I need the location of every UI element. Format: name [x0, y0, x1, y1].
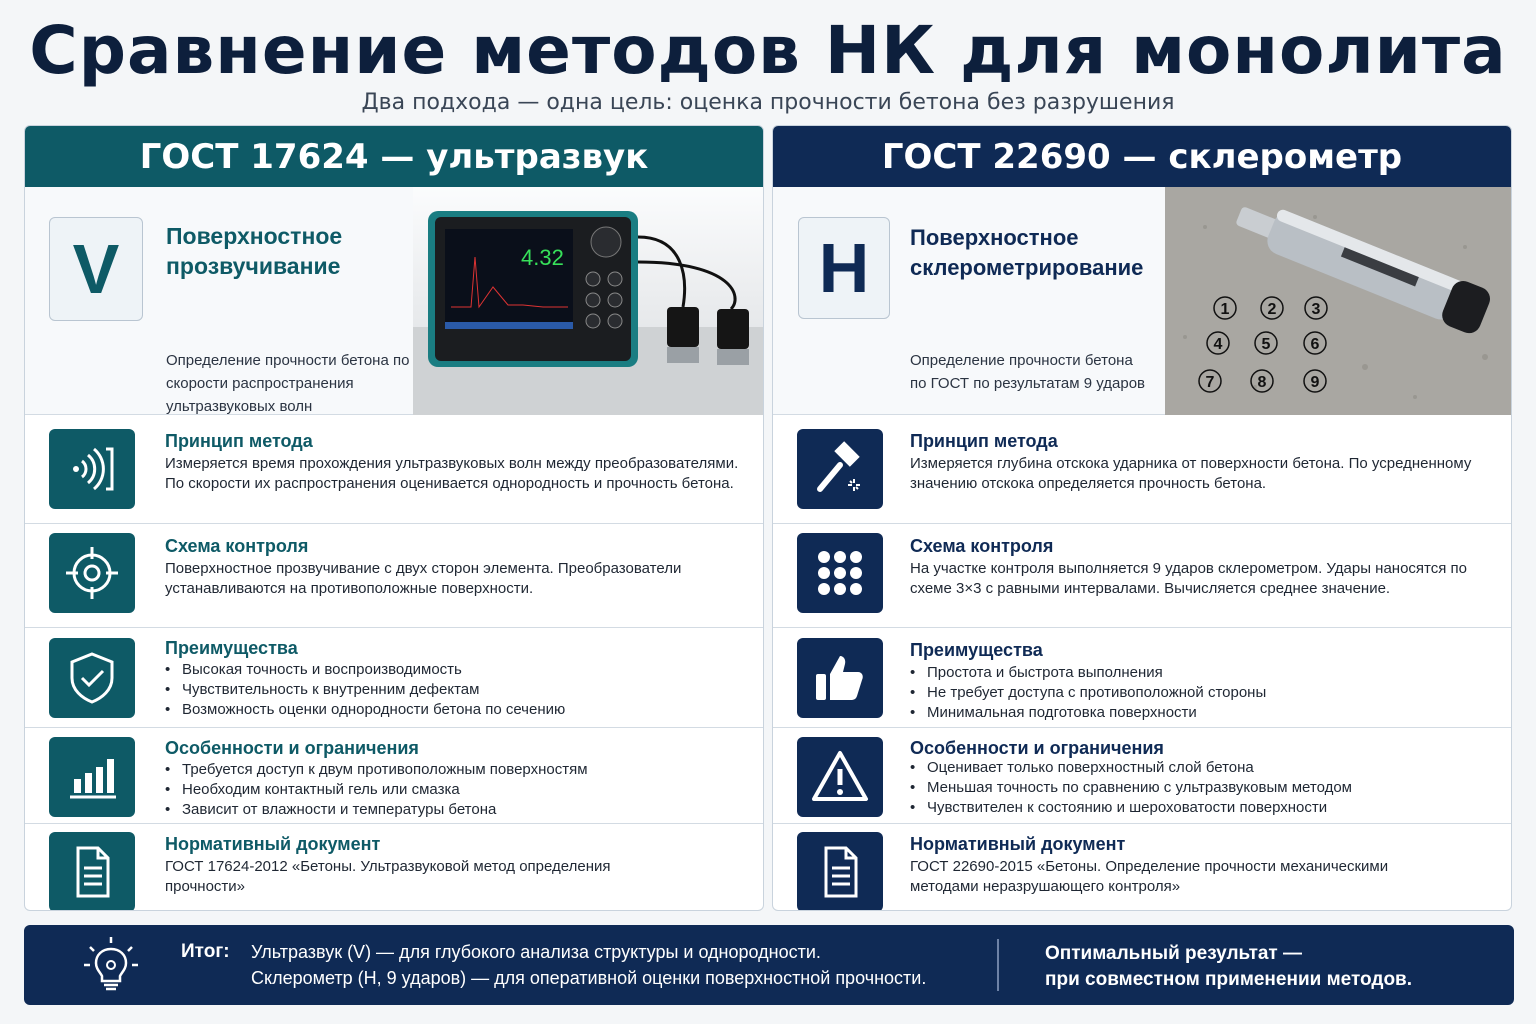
bullet-item: • Простота и быстрота выполнения — [910, 663, 1500, 683]
bar-chart-icon — [49, 737, 135, 817]
row-text: Поверхностное прозвучивание с двух сторон элемента. Преобразователи устанавливаются на противоположные поверхности. — [165, 560, 682, 597]
divider — [997, 939, 999, 991]
thumbs-up-icon — [797, 638, 883, 718]
hero-description: Определение прочности бетона по скорости распространения ультразвуковых волн — [166, 352, 410, 415]
row-text: На участке контроля выполняется 9 ударов склерометром. Удары наносятся по схеме 3×3 с равными интервалами. Вычисляется среднее значение. — [910, 560, 1467, 597]
row-limitations — [25, 728, 763, 824]
row-normative — [773, 824, 1511, 911]
panel-header: ГОСТ 22690 — склерометр — [773, 126, 1511, 187]
hero-title: Поверхностное прозвучивание — [166, 223, 343, 279]
method-letter: V — [49, 217, 143, 321]
bullet-item: • Не требует доступа с противоположной стороны — [910, 683, 1500, 703]
row-title: Преимущества — [165, 638, 298, 658]
ultrasonic-device-image — [413, 187, 763, 415]
bullet-item: • Оценивает только поверхностный слой бетона — [910, 758, 1500, 778]
impact-point-label: 2 — [1267, 301, 1277, 318]
summary-line-ultrasound: Ультразвук (V) — для глубокого анализа структуры и однородности. — [251, 942, 821, 962]
bullet-item: • Высокая точность и воспроизводимость — [165, 660, 745, 680]
hero-title: Поверхностное склерометрирование — [910, 225, 1144, 280]
lightbulb-icon — [82, 935, 140, 995]
hero-section — [25, 187, 763, 415]
ultrasound-waves-icon — [49, 429, 135, 509]
impact-point-label: 4 — [1213, 336, 1223, 353]
row-title: Схема контроля — [165, 536, 309, 556]
row-text: Измеряется глубина отскока ударника от поверхности бетона. По усредненному значению отскока определяется прочность бетона. — [910, 455, 1472, 492]
page-subtitle: Два подхода — одна цель: оценка прочности бетона без разрушения — [361, 90, 1175, 115]
row-bullets — [910, 758, 1500, 818]
row-title: Нормативный документ — [910, 834, 1126, 854]
row-title: Схема контроля — [910, 536, 1054, 556]
row-bullets — [165, 660, 745, 720]
device-reading: 4.32 — [521, 245, 564, 270]
row-normative — [25, 824, 763, 911]
summary-label: Итог: — [181, 941, 230, 962]
hammer-icon — [797, 429, 883, 509]
warning-icon — [797, 737, 883, 817]
bullet-item: • Требуется доступ к двум противоположным поверхностям — [165, 760, 745, 780]
grid-dots-icon — [797, 533, 883, 613]
row-bullets — [910, 663, 1500, 723]
bullet-item: • Минимальная подготовка поверхности — [910, 703, 1500, 723]
shield-check-icon — [49, 638, 135, 718]
impact-point-label: 1 — [1220, 301, 1230, 318]
row-principle — [773, 415, 1511, 524]
impact-point-label: 8 — [1257, 374, 1267, 391]
impact-point-label: 7 — [1205, 374, 1215, 391]
row-limitations — [773, 728, 1511, 824]
row-title: Особенности и ограничения — [910, 738, 1164, 758]
bullet-item: • Необходим контактный гель или смазка — [165, 780, 745, 800]
row-title: Принцип метода — [910, 431, 1058, 451]
panel-header: ГОСТ 17624 — ультразвук — [25, 126, 763, 187]
impact-point-label: 9 — [1310, 374, 1320, 391]
bullet-item: • Чувствителен к состоянию и шероховатости поверхности — [910, 798, 1500, 818]
row-advantages — [773, 628, 1511, 728]
row-title: Принцип метода — [165, 431, 313, 451]
row-title: Особенности и ограничения — [165, 738, 419, 758]
bullet-item: • Меньшая точность по сравнению с ультразвуковым методом — [910, 778, 1500, 798]
row-title: Нормативный документ — [165, 834, 381, 854]
row-advantages — [25, 628, 763, 728]
ultrasound-panel — [24, 125, 764, 911]
summary-bar — [24, 925, 1514, 1005]
impact-point-label: 5 — [1261, 336, 1271, 353]
summary-line-sclerometer: Склерометр (H, 9 ударов) — для оперативной оценки поверхностной прочности. — [251, 968, 927, 988]
page-title: Сравнение методов НК для монолита — [29, 12, 1507, 89]
sclerometer-panel — [772, 125, 1512, 911]
method-letter: H — [798, 217, 890, 319]
crosshair-target-icon — [49, 533, 135, 613]
row-bullets — [165, 760, 745, 820]
row-principle — [25, 415, 763, 524]
row-text: ГОСТ 22690-2015 «Бетоны. Определение прочности механическими методами неразрушающего контроля» — [910, 858, 1389, 895]
row-scheme — [773, 524, 1511, 628]
document-icon — [797, 832, 883, 911]
bullet-item: • Чувствительность к внутренним дефектам — [165, 680, 745, 700]
impact-point-label: 3 — [1311, 301, 1321, 318]
hero-description: Определение прочности бетона по ГОСТ по результатам 9 ударов — [910, 352, 1146, 392]
row-title: Преимущества — [910, 640, 1043, 660]
rebound-hammer-image — [1165, 187, 1511, 415]
row-scheme — [25, 524, 763, 628]
optimal-result-line2: при совместном применении методов. — [1045, 969, 1413, 990]
optimal-result-line1: Оптимальный результат — — [1045, 943, 1303, 964]
document-icon — [49, 832, 135, 911]
row-text: Измеряется время прохождения ультразвуковых волн между преобразователями. По скорости их распространения оценивается однородность и прочность бетона. — [165, 455, 739, 492]
bullet-item: • Зависит от влажности и температуры бетона — [165, 800, 745, 820]
impact-point-label: 6 — [1310, 336, 1320, 353]
bullet-item: • Возможность оценки однородности бетона по сечению — [165, 700, 745, 720]
hero-section — [773, 187, 1511, 415]
row-text: ГОСТ 17624-2012 «Бетоны. Ультразвуковой метод определения прочности» — [165, 858, 611, 895]
